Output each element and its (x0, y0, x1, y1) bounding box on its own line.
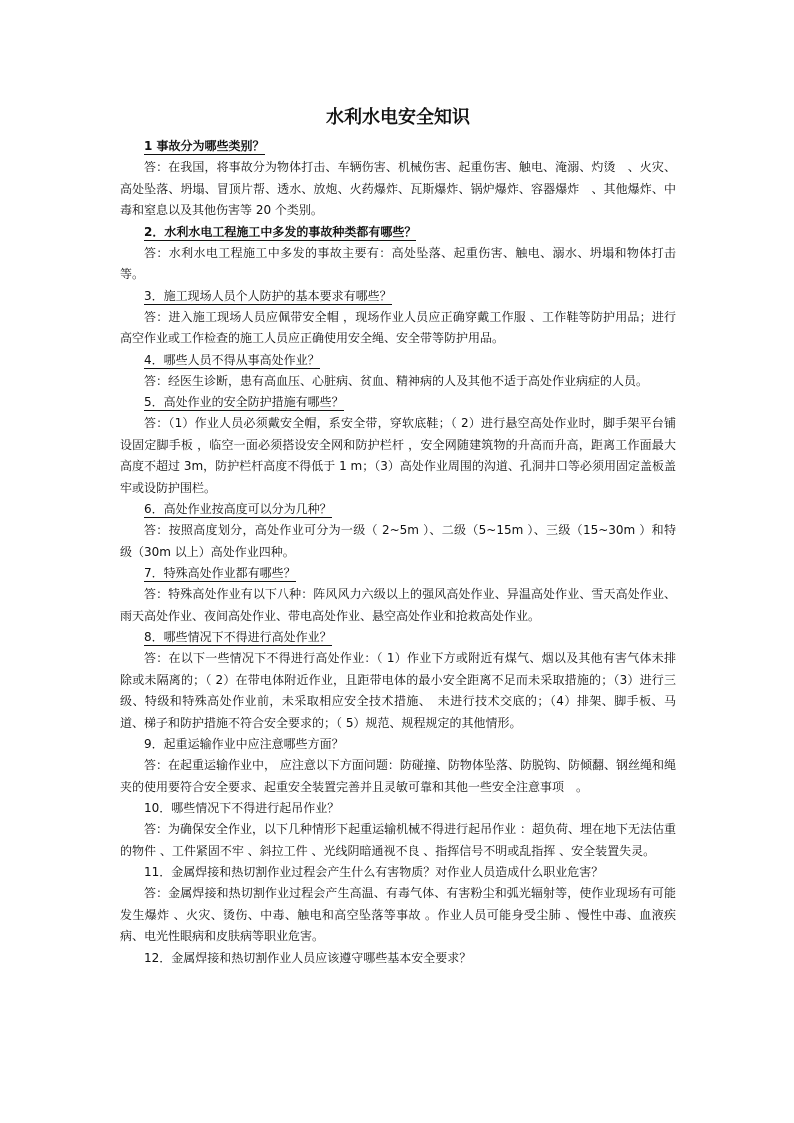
answer-9: 答：在起重运输作业中， 应注意以下方面问题：防碰撞、防物体坠落、防脱钩、防倾翻、钢丝绳和绳夹的使用要符合安全要求、起重安全装置完善并且灵敏可靠和其他一些安全注意事项 。 (120, 758, 676, 794)
document-title: 水利水电安全知识 (326, 107, 470, 128)
answer-1: 答：在我国，将事故分为物体打击、车辆伤害、机械伤害、起重伤害、触电、淹溺、灼烫 、火灾、高处坠落、坍塌、冒顶片帮、透水、放炮、火药爆炸、瓦斯爆炸、锅炉爆炸、容器爆炸 、其他爆炸、中毒和窒息以及其他伤害等 20 个类别。 (120, 160, 676, 217)
answer-2: 答：水利水电工程施工中多发的事故主要有：高处坠落、起重伤害、触电、溺水、坍塌和物体打击等。 (120, 245, 676, 281)
question-11: 11．金属焊接和热切割作业过程会产生什么有害物质？对作业人员造成什么职业危害？ (144, 865, 604, 879)
question-3: 3．施工现场人员个人防护的基本要求有哪些？ (144, 288, 392, 303)
answer-7: 答：特殊高处作业有以下八种：阵风风力六级以上的强风高处作业、异温高处作业、雪天高处作业、雨天高处作业、夜间高处作业、带电高处作业、悬空高处作业和抢救高处作业。 (120, 587, 676, 623)
question-5: 5．高处作业的安全防护措施有哪些？ (144, 395, 344, 409)
question-7: 7．特殊高处作业都有哪些？ (144, 566, 296, 580)
question-1: 1 事故分为哪些类别？ (144, 139, 265, 153)
answer-6: 答：按照高度划分，高处作业可分为一级（ 2~5m ）、二级（5~15m ）、三级（15~30m ）和特级（30m 以上）高处作业四种。 (120, 523, 676, 559)
answer-10: 答：为确保安全作业，以下几种情形下起重运输机械不得进行起吊作业 ：超负荷、埋在地下无法估重的物件 、工件紧固不牢 、斜拉工件 、光线阴暗通视不良 、指挥信号不明或乱指挥 、安全装置失灵。 (120, 822, 676, 858)
answer-11: 答：金属焊接和热切割作业过程会产生高温、有毒气体、有害粉尘和弧光辐射等，使作业现场有可能发生爆炸 、火灾、烫伤、中毒、触电和高空坠落等事故 。作业人员可能身受尘肺 、慢性中毒、血液疾病、电光性眼病和皮肤病等职业危害。 (120, 886, 676, 943)
question-8: 8．哪些情况下不得进行高处作业？ (144, 630, 332, 644)
document-page (120, 100, 676, 969)
question-2: 2．水利水电工程施工中多发的事故种类都有哪些？ (144, 224, 417, 239)
answer-8: 答：在以下一些情况下不得进行高处作业：（ 1）作业下方或附近有煤气、烟以及其他有害气体未排除或未隔离的；（ 2）在带电体附近作业，且距带电体的最小安全距离不足而未采取措施的；（3）进行三级、特级和特殊高处作业前，未采取相应安全技术措施、 未进行技术交底的；（4）排架、脚手板、马道、梯子和防护措施不符合安全要求的；（ 5）规范、规程规定的其他情形。 (120, 651, 676, 730)
question-6: 6．高处作业按高度可以分为几种？ (144, 502, 332, 516)
question-12: 12．金属焊接和热切割作业人员应该遵守哪些基本安全要求？ (144, 950, 472, 965)
answer-5: 答：（1）作业人员必须戴安全帽，系安全带，穿软底鞋；（ 2）进行悬空高处作业时，脚手架平台铺设固定脚手板 ，临空一面必须搭设安全网和防护栏杆 ，安全网随建筑物的升高而升高，距离工作面最大高度不超过 3m，防护栏杆高度不得低于 1 m；（3）高处作业周围的沟道、孔洞井口等必须用固定盖板盖牢或设防护围栏。 (120, 416, 676, 495)
question-9: 9．起重运输作业中应注意哪些方面？ (144, 737, 344, 751)
question-10: 10．哪些情况下不得进行起吊作业？ (144, 801, 340, 815)
question-4: 4．哪些人员不得从事高处作业？ (144, 352, 320, 367)
answer-3: 答：进入施工现场人员应佩带安全帽 ，现场作业人员应正确穿戴工作服 、工作鞋等防护用品；进行高空作业或工作检查的施工人员应正确使用安全绳、安全带等防护用品。 (120, 309, 676, 345)
answer-4: 答：经医生诊断，患有高血压、心脏病、贫血、精神病的人及其他不适于高处作业病症的人员。 (144, 373, 649, 388)
